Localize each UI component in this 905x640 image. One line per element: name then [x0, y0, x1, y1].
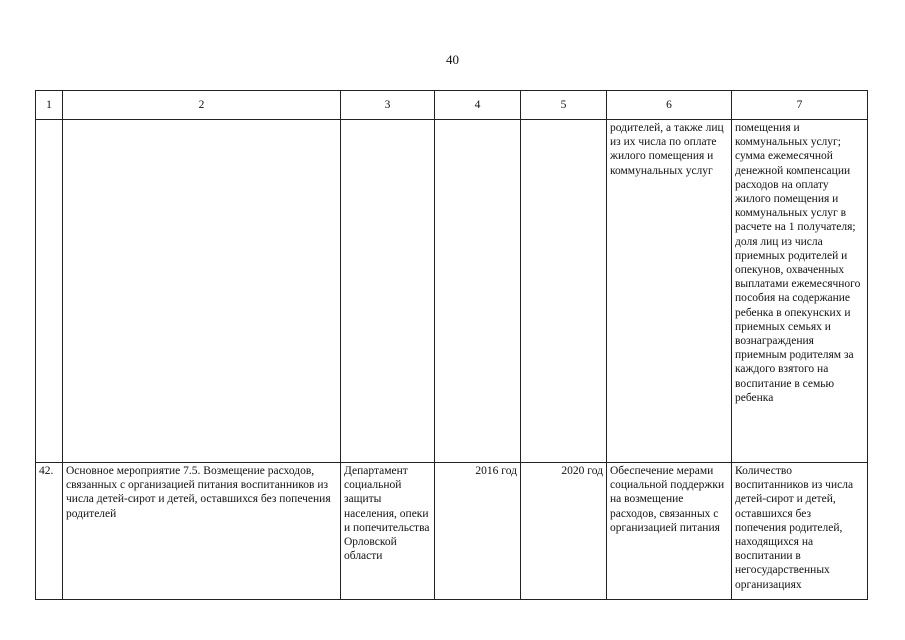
indicator-cell: помещения и коммунальных услуг; сумма ежемесячной денежной компенсации расходов на оплату жилого помещения и коммунальных услуг в расчете на 1 получателя; доля лиц из числа приемных родителей и опекунов, охваченных выплатами ежемесячного пособия на содержание ребенка в опекунских и приемных семьях и вознаграждения приемным родителям за каждого взятого на воспитание в семью ребенка — [732, 120, 868, 463]
table-header-row — [36, 91, 868, 120]
executor-cell: Департамент социальной защиты населения, опеки и попечительства Орловской области — [341, 463, 435, 600]
table-row — [36, 463, 868, 600]
start-year-cell: 2016 год — [435, 463, 521, 600]
executor-cell — [341, 120, 435, 463]
start-year-cell — [435, 120, 521, 463]
measure-name-cell: Основное мероприятие 7.5. Возмещение расходов, связанных с организацией питания воспитанников из числа детей-сирот и детей, оставшихся без попечения родителей — [63, 463, 341, 600]
page-number: 40 — [446, 52, 459, 67]
header-col-6: 6 — [607, 91, 732, 120]
expected-result-cell: родителей, а также лиц из их числа по оплате жилого помещения и коммунальных услуг — [607, 120, 732, 463]
expected-result-cell: Обеспечение мерами социальной поддержки на возмещение расходов, связанных с организацией питания — [607, 463, 732, 600]
header-col-2: 2 — [63, 91, 341, 120]
table-row — [36, 120, 868, 463]
header-col-5: 5 — [521, 91, 607, 120]
header-col-7: 7 — [732, 91, 868, 120]
header-col-1: 1 — [36, 91, 63, 120]
row-number-cell: 42. — [36, 463, 63, 600]
header-col-4: 4 — [435, 91, 521, 120]
header-col-3: 3 — [341, 91, 435, 120]
measure-name-cell — [63, 120, 341, 463]
indicator-cell: Количество воспитанников из числа детей-сирот и детей, оставшихся без попечения родителей, находящихся на воспитании в негосударственных организациях — [732, 463, 868, 600]
program-measures-table — [35, 90, 868, 600]
row-number-cell — [36, 120, 63, 463]
end-year-cell — [521, 120, 607, 463]
end-year-cell: 2020 год — [521, 463, 607, 600]
